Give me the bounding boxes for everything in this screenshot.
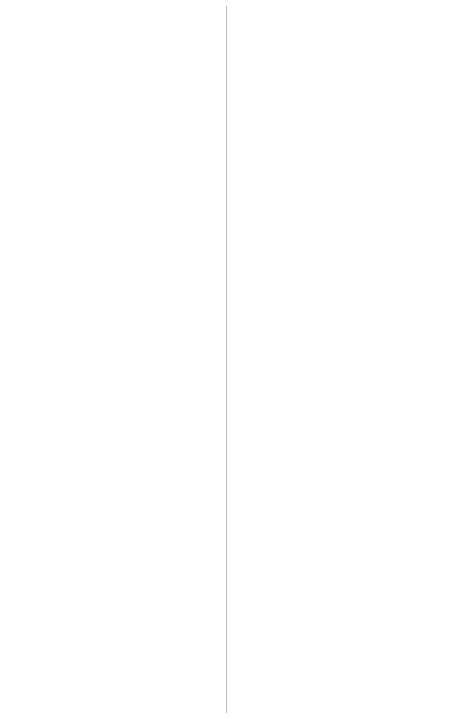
paragraph (235, 4, 449, 28)
paragraph (4, 64, 218, 88)
paragraph (4, 4, 218, 28)
article-column-left (4, 4, 218, 715)
column-divider (226, 6, 227, 713)
article-column-right (235, 4, 449, 715)
paragraph (235, 34, 449, 58)
paragraph (235, 120, 449, 144)
paragraph (4, 34, 218, 58)
verse-couplet (249, 64, 435, 112)
